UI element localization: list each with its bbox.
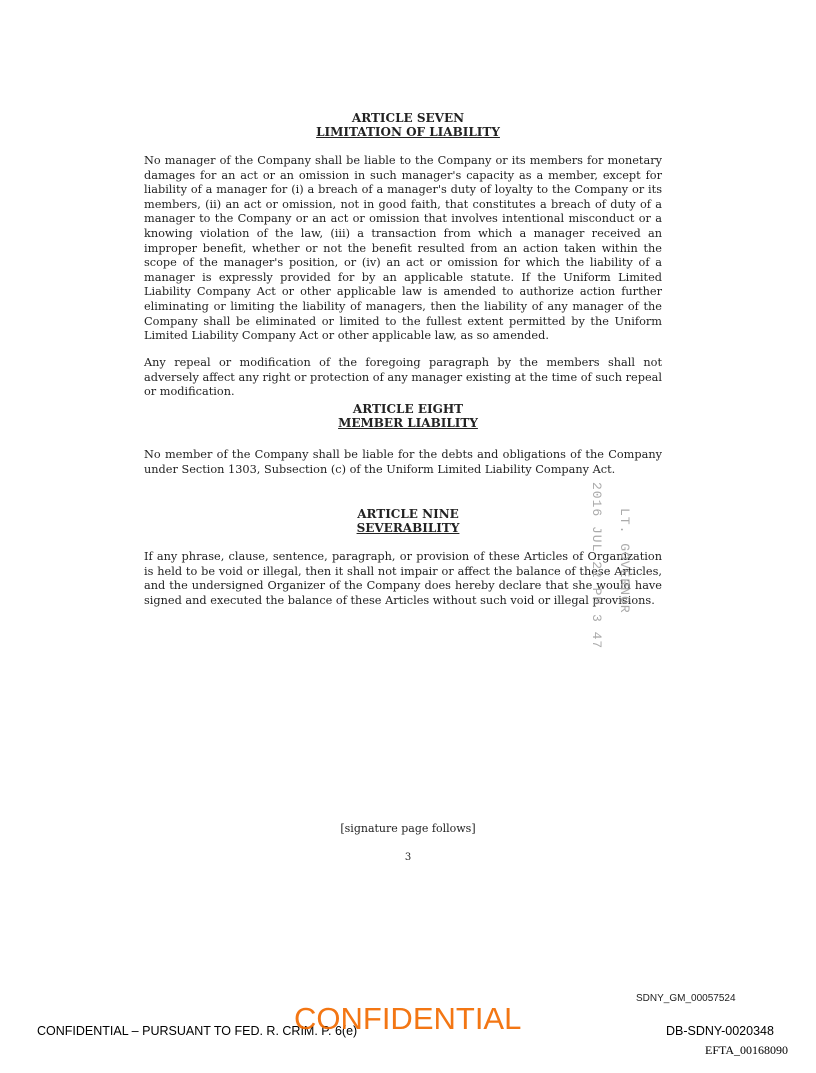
article-eight-title: ARTICLE EIGHT: [352, 402, 464, 416]
signature-page-note: [signature page follows]: [340, 822, 476, 835]
article-nine-paragraph: If any phrase, clause, sentence, paragraph, or provision of these Articles of Organization is held to be void or illegal, then it shall not impair or affect the balance of these Articles, and the undersigned Organizer of the Company does hereby declare that she would have signed and executed the balance of these Articles without such void or illegal provisions.: [144, 550, 662, 607]
article-nine-heading: [0, 507, 816, 535]
filing-stamp-line-1: 2016 JUL 22 PM 3 47: [589, 482, 604, 650]
article-nine-title: ARTICLE NINE: [357, 507, 459, 521]
article-eight-subtitle: MEMBER LIABILITY: [338, 416, 478, 430]
article-seven-subtitle: LIMITATION OF LIABILITY: [316, 125, 500, 139]
filing-stamp-line-2: LT. GOVERNOR: [617, 508, 632, 614]
page-number: 3: [404, 852, 412, 863]
article-seven-paragraph-1: No manager of the Company shall be liable to the Company or its members for monetary damages for an act or an omission in such manager's capacity as a member, except for liability of a manager for (i) a breach of a manager's duty of loyalty to the Company or its members, (ii) an act or omission, not in good faith, that constitutes a breach of duty of a manager to the Company or an act or omission that involves intentional misconduct or a knowing violation of the law, (iii) a transaction from which a manager received an improper benefit, whether or not the benefit resulted from an action taken within the scope of the manager's position, or (iv) an act or omission for which the liability of a manager is expressly provided for by an applicable statute. If the Uniform Limited Liability Company Act or other applicable law is amended to authorize action further eliminating or limiting the liability of managers, then the liability of any manager of the Company shall be eliminated or limited to the fullest extent permitted by the Uniform Limited Liability Company Act or other applicable law, as so amended.: [144, 154, 662, 343]
article-seven-heading: [0, 111, 816, 139]
article-nine-subtitle: SEVERABILITY: [356, 521, 460, 535]
confidential-watermark: CONFIDENTIAL: [294, 1001, 522, 1036]
article-eight-paragraph: No member of the Company shall be liable for the debts and obligations of the Company under Section 1303, Subsection (c) of the Uniform Limited Liability Company Act.: [144, 448, 662, 476]
efta-number: EFTA_00168090: [705, 1043, 789, 1057]
bates-number-top: SDNY_GM_00057524: [636, 993, 736, 1004]
article-seven-paragraph-2: Any repeal or modification of the foregoing paragraph by the members shall not adversely affect any right or protection of any manager existing at the time of such repeal or modification.: [144, 356, 662, 399]
article-eight-heading: [0, 402, 816, 430]
confidential-notice: CONFIDENTIAL – PURSUANT TO FED. R. CRIM. P. 6(e): [37, 1024, 358, 1038]
bates-number-right: DB-SDNY-0020348: [666, 1024, 774, 1038]
article-seven-title: ARTICLE SEVEN: [351, 111, 465, 125]
